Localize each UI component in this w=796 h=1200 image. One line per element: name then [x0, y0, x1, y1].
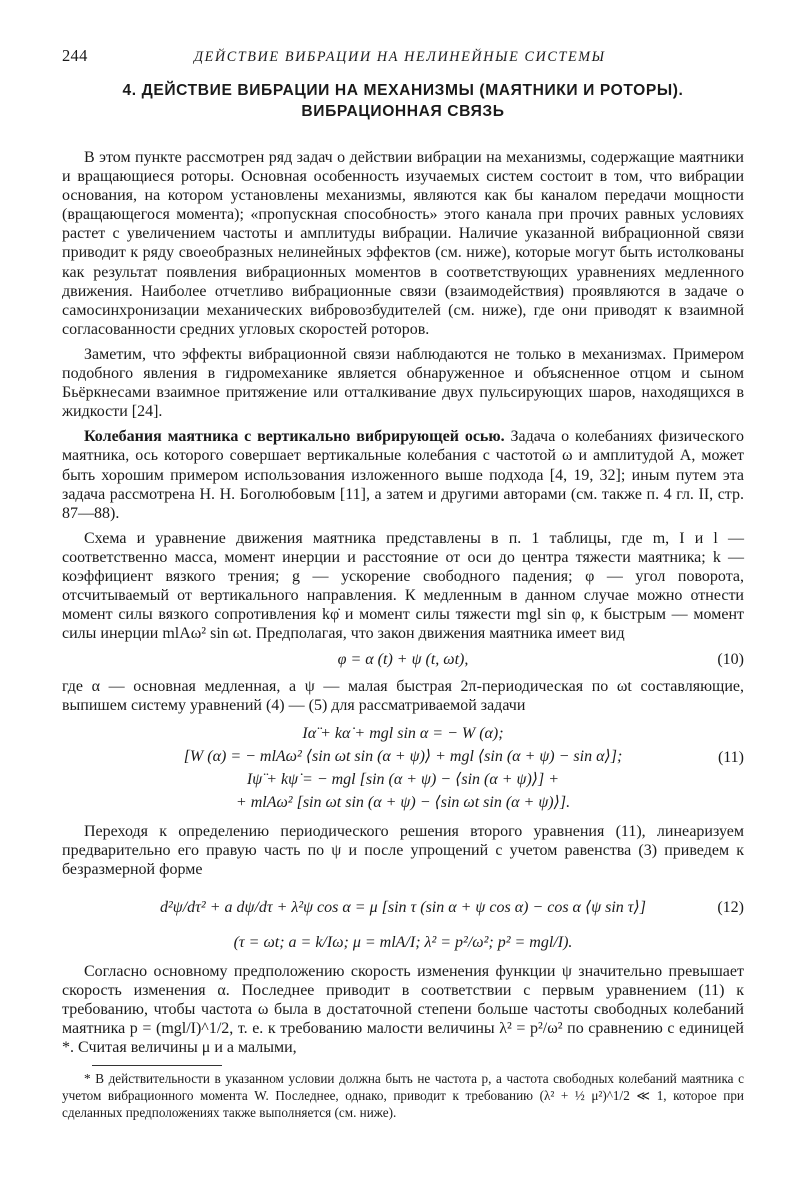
equation-11	[62, 722, 744, 814]
paragraph-pendulum-text: Задача о колебаниях физического маятника, ось которого совершает вертикальные колебания с частотой ω и амплитудой A, может быть хорошим примером использования изложенного выше подхода [4, 19, 32]; иным путем эта задача рассмотрена Н. Н. Боголюбовым [11], а затем и другими авторами (см. также п. 4 гл. II, стр. 87—88).	[62, 428, 745, 522]
equation-12-definitions: (τ = ωt; a = k/Iω; μ = mlA/I; λ² = p²/ω²; p² = mgl/I).	[233, 933, 573, 951]
section-title-line2: ВИБРАЦИОННАЯ СВЯЗЬ	[301, 103, 505, 120]
equation-10	[62, 649, 744, 671]
section-title-line1: 4. ДЕЙСТВИЕ ВИБРАЦИИ НА МЕХАНИЗМЫ (МАЯТНИКИ И РОТОРЫ).	[122, 82, 684, 99]
equation-11-line3: Iψ̈ + kψ̇ = − mgl [sin (α + ψ) − ⟨sin (α + ψ)⟩] +	[246, 770, 560, 788]
running-title: ДЕЙСТВИЕ ВИБРАЦИИ НА НЕЛИНЕЙНЫЕ СИСТЕМЫ	[194, 49, 606, 65]
equation-10-text: φ = α (t) + ψ (t, ωt),	[337, 651, 469, 669]
equation-10-number: (10)	[717, 651, 744, 669]
page-header	[62, 46, 744, 68]
section-title	[62, 80, 744, 122]
equation-11-line1: Iα̈ + kα̇ + mgl sin α = − W (α);	[302, 724, 504, 742]
equation-11-line4: + mlAω² [sin ωt sin (α + ψ) − ⟨sin ωt sin (α + ψ)⟩].	[235, 793, 571, 811]
paragraph-lead: Колебания маятника с вертикально вибрирующей осью.	[84, 428, 505, 446]
equation-12	[62, 887, 744, 929]
equation-11-number: (11)	[717, 748, 744, 766]
paragraph-linearize: Переходя к определению периодического решения второго уравнения (11), линеаризуем предварительно его правую часть по ψ и после упрощений с учетом равенства (3) приведем к безразмерной форме	[62, 822, 744, 878]
page-number: 244	[62, 46, 88, 65]
equation-11-line2: [W (α) = − mlAω² ⟨sin ωt sin (α + ψ)⟩ + mgl ⟨sin (α + ψ) − sin α⟩];	[183, 747, 623, 765]
equation-12-number: (12)	[717, 898, 744, 916]
paragraph-assumption: Согласно основному предположению скорость изменения функции ψ значительно превышает скорость изменения α. Последнее приводит в соответствии с первым уравнением (11) к требованию, чтобы частота ω была в достаточной степени больше частоты свободных колебаний маятника p = (mgl/I)^1/2, т. е. к требованию малости величины λ² = p²/ω² по сравнению с единицей *. Считая величины μ и a малыми,	[62, 962, 744, 1057]
footnote-divider	[92, 1065, 222, 1066]
paragraph-bjerknes: Заметим, что эффекты вибрационной связи наблюдаются не только в механизмах. Примером подобного явления в гидромеханике является обнаруженное и объясненное отцом и сыном Бьёркнесами взаимное притяжение или отталкивание двух пульсирующих шаров, находящихся в жидкости [24].	[62, 345, 744, 421]
paragraph-scheme: Схема и уравнение движения маятника представлены в п. 1 таблицы, где m, I и l — соответственно масса, момент инерции и расстояние от оси до центра тяжести маятника; k — коэффициент вязкого трения; g — ускорение свободного падения; φ — угол поворота, отсчитываемый от вертикального направления. К медленным в данном случае можно отнести момент силы вязкого сопротивления kφ̇ и момент силы тяжести mgl sin φ, к быстрым — момент силы инерции mlAω² sin ωt. Предполагая, что закон движения маятника имеет вид	[62, 529, 744, 643]
paragraph-components: где α — основная медленная, а ψ — малая быстрая 2π-периодическая по ωt составляющие, выпишем систему уравнений (4) — (5) для рассматриваемой задачи	[62, 678, 744, 715]
paragraph-intro: В этом пункте рассмотрен ряд задач о действии вибрации на механизмы, содержащие маятники и вращающиеся роторы. Основная особенность изучаемых систем состоит в том, что вибрации основания, на котором установлены механизмы, являются как бы каналом передачи мощности (вращающегося момента); «пропускная способность» этого канала при прочих равных условиях растет с увеличением частоты и амплитуды вибрации. Наличие указанной вибрационной связи приводит к ряду своеобразных нелинейных эффектов (см. ниже), которые могут быть истолкованы как результат появления вибрационных моментов в соответствующих уравнениях медленного движения. Наиболее отчетливо вибрационные связи (взаимодействия) проявляются в задаче о самосинхронизации механических вибровозбудителей (см. ниже), где они приводят к взаимной согласованности средних угловых скоростей роторов.	[62, 149, 744, 338]
equation-12-line1: d²ψ/dτ² + a dψ/dτ + λ²ψ cos α = μ [sin τ (sin α + ψ cos α) − cos α ⟨ψ sin τ⟩]	[159, 898, 646, 916]
paragraph-pendulum-intro	[62, 427, 744, 522]
footnote: * В действительности в указанном условии должна быть не частота p, а частота свободных колебаний маятника с учетом вибрационного момента W. Последнее, однако, приводит к требованию (λ² + ½ μ²)^1/2 ≪ 1, которое при сделанных предположениях также выполняется (см. ниже).	[62, 1071, 744, 1121]
